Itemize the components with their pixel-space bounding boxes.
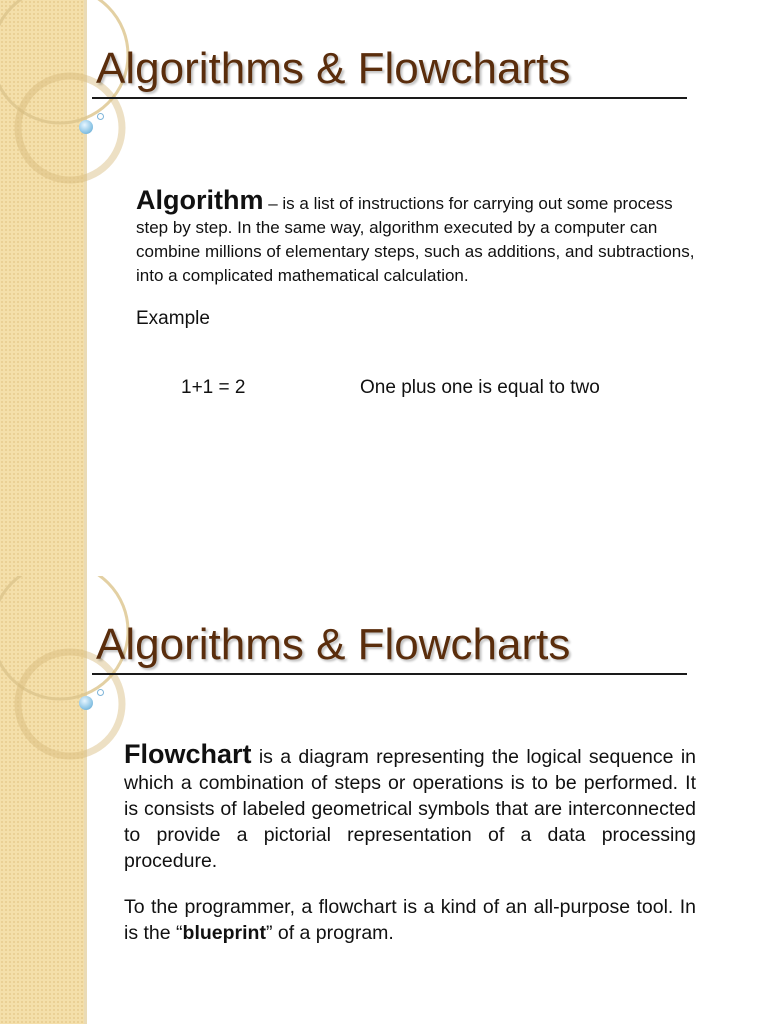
bullet-dot-icon (79, 696, 93, 710)
programmer-text-end: ” of a program. (265, 922, 394, 944)
programmer-paragraph (124, 894, 696, 946)
blueprint-term: blueprint (182, 922, 266, 944)
slide-2 (0, 576, 768, 1024)
bullet-dot-icon (79, 120, 93, 134)
flowchart-definition: is a diagram representing the logical sequence in which a combination of steps or operations is to be performed. It is consists of labeled geometrical symbols that are interconnected to provide a pictorial representation of a data processing procedure. (124, 746, 696, 872)
example-equation: 1+1 = 2 (181, 377, 246, 398)
algorithm-definition: – is a list of instructions for carrying out some process step by step. In the same way, algorithm executed by a computer can combine millions of elementary steps, such as additions, and subtractions, into a complicated mathematical calculation. (136, 194, 695, 285)
flowchart-term: Flowchart (124, 739, 252, 769)
small-dot-icon (97, 689, 104, 696)
example-label: Example (136, 308, 210, 329)
algorithm-paragraph (136, 185, 696, 288)
programmer-text: To the programmer, a flowchart is a kind of an all-purpose tool. In is the “ (124, 896, 696, 944)
algorithm-term: Algorithm (136, 185, 264, 215)
page-title: Algorithms & Flowcharts (96, 620, 571, 669)
flowchart-paragraph (124, 741, 696, 874)
page-title: Algorithms & Flowcharts (96, 44, 571, 93)
example-text: One plus one is equal to two (360, 377, 600, 398)
title-rule (92, 97, 687, 99)
title-rule (92, 673, 687, 675)
small-dot-icon (97, 113, 104, 120)
